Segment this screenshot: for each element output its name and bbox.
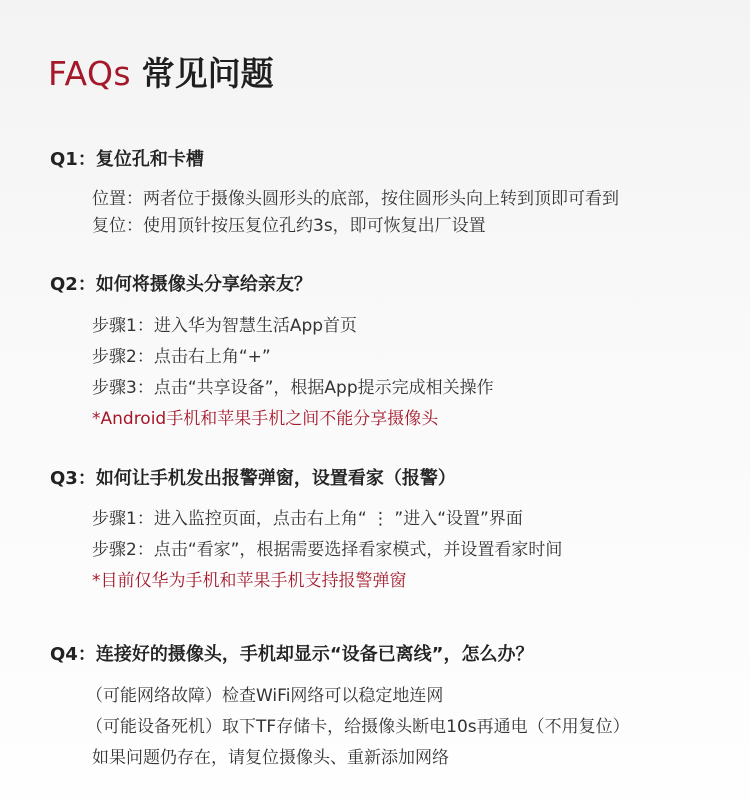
faq-answer-3-1: 步骤1：进入监控页面，点击右上角“ ⋮ ”进入“设置”界面 (92, 509, 523, 529)
faq-question-1: Q1：复位孔和卡槽 (50, 149, 204, 170)
title-en: FAQs (48, 54, 132, 93)
faq-question-2: Q2：如何将摄像头分享给亲友？ (50, 274, 312, 295)
faq-answer-4-1: （可能网络故障）检查WiFi网络可以稳定地连网 (86, 686, 444, 706)
faq-answer-2-3: 步骤3：点击“共享设备”，根据App提示完成相关操作 (92, 378, 494, 398)
faq-answer-3-2: 步骤2：点击“看家”，根据需要选择看家模式，并设置看家时间 (92, 540, 563, 560)
page-title (48, 52, 274, 96)
title-zh: 常见问题 (141, 54, 274, 93)
faq-answer-1-2: 复位：使用顶针按压复位孔约3s，即可恢复出厂设置 (92, 216, 486, 236)
faq-answer-2-1: 步骤1：进入华为智慧生活App首页 (92, 316, 358, 336)
faq-question-4: Q4：连接好的摄像头，手机却显示“设备已离线”，怎么办？ (50, 644, 534, 665)
faq-note-2: *Android手机和苹果手机之间不能分享摄像头 (92, 409, 439, 429)
faq-answer-1-1: 位置：两者位于摄像头圆形头的底部，按住圆形头向上转到顶即可看到 (92, 189, 619, 209)
faq-answer-2-2: 步骤2：点击右上角“+” (92, 347, 271, 367)
faq-answer-4-3: 如果问题仍存在，请复位摄像头、重新添加网络 (92, 748, 449, 768)
faq-note-3: *目前仅华为手机和苹果手机支持报警弹窗 (92, 571, 407, 591)
faq-answer-4-2: （可能设备死机）取下TF存储卡，给摄像头断电10s再通电（不用复位） (86, 717, 630, 737)
faq-question-3: Q3：如何让手机发出报警弹窗，设置看家（报警） (50, 468, 456, 489)
